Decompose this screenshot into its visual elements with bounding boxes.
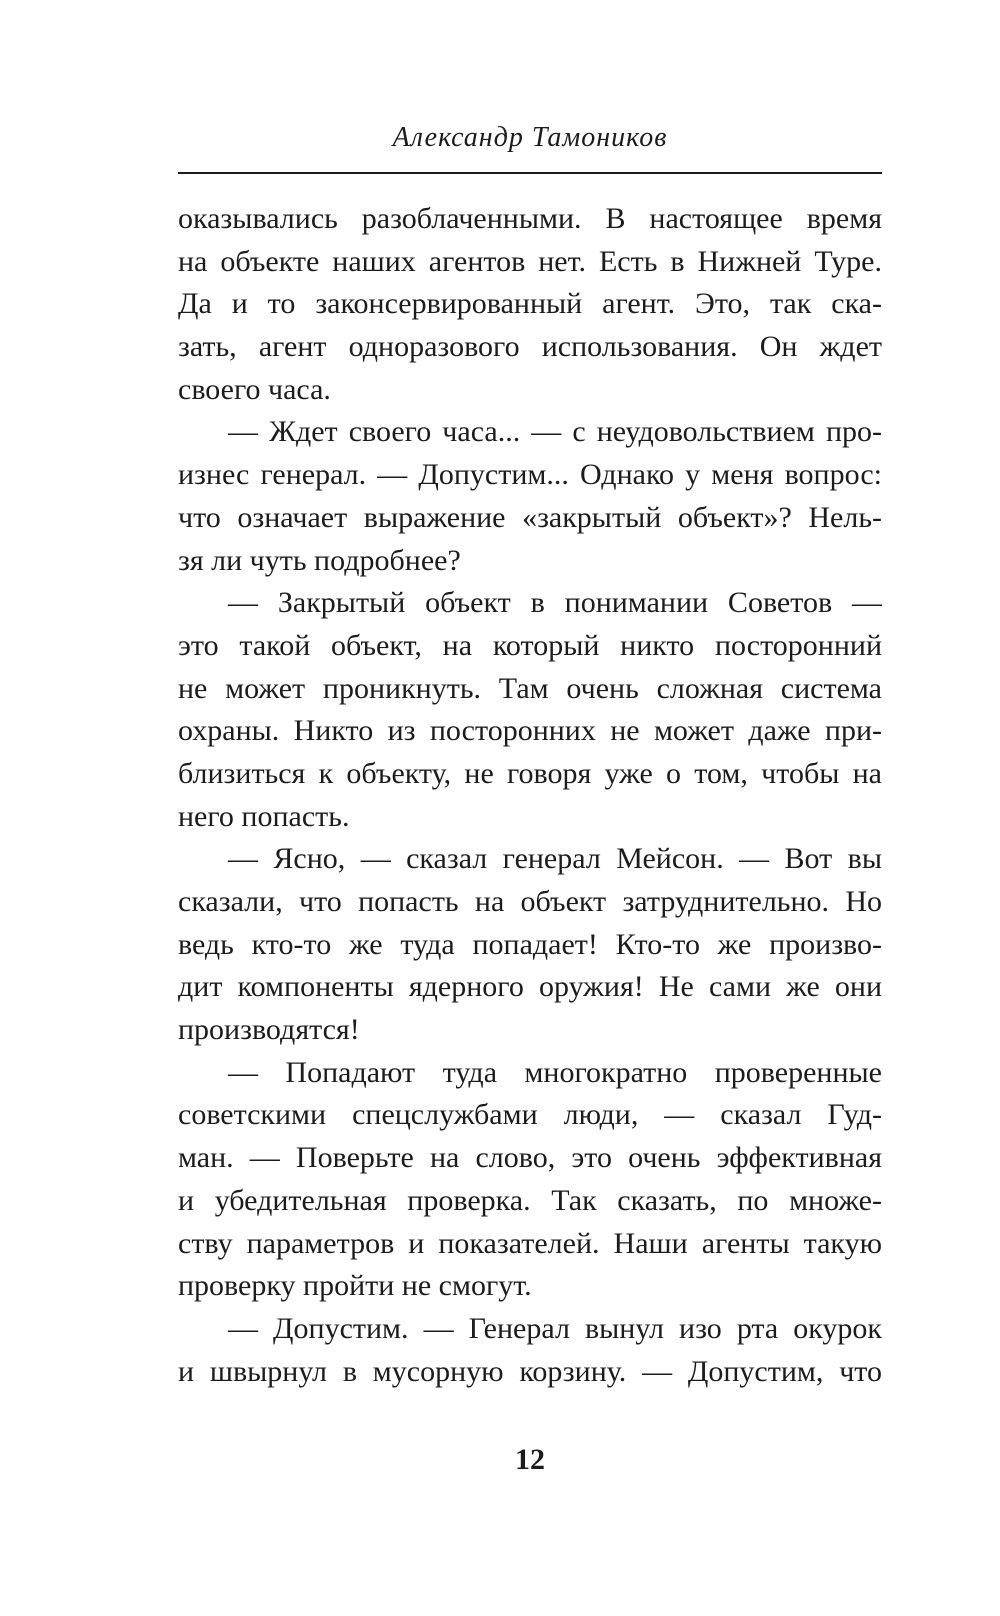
text-line: изнес генерал. — Допустим... Однако у меня вопрос: (178, 458, 882, 492)
text-line: оказывались разоблаченными. В настоящее время (178, 202, 882, 235)
text-line: производятся! (178, 1013, 360, 1047)
text-line: ству параметров и показателей. Наши агенты такую (178, 1226, 882, 1260)
text-line: — Ясно, — сказал генерал Мейсон. — Вот вы (228, 842, 882, 876)
text-line: зать, агент одноразового использования. Он ждет (178, 330, 882, 364)
text-line: сказали, что попасть на объект затруднительно. Но (178, 885, 882, 918)
running-head-author: Александр Тамоников (392, 122, 668, 153)
text-line: близиться к объекту, не говоря уже о том, чтобы на (178, 756, 882, 790)
text-line: — Закрытый объект в понимании Советов — (228, 586, 882, 620)
body-text (178, 198, 882, 1393)
text-line: ведь кто-то же туда попадает! Кто-то же произво- (178, 927, 882, 961)
header-divider (178, 172, 882, 174)
text-line: — Попадают туда многократно проверенные (228, 1055, 882, 1089)
text-line: — Допустим. — Генерал вынул изо рта окурок (228, 1311, 882, 1345)
text-line: зя ли чуть подробнее? (178, 543, 461, 577)
text-line: и швырнул в мусорную корзину. — Допустим, что (178, 1354, 882, 1388)
text-line: него попасть. (178, 799, 350, 833)
text-line: своего часа. (178, 372, 331, 406)
text-line: дит компоненты ядерного оружия! Не сами же они (178, 970, 882, 1004)
text-line: не может проникнуть. Там очень сложная система (178, 671, 882, 705)
page-number: 12 (515, 1443, 545, 1476)
text-line: — Ждет своего часа... — с неудовольствием про- (228, 415, 882, 449)
text-line: охраны. Никто из посторонних не может даже при- (178, 714, 882, 748)
text-line: советскими спецслужбами люди, — сказал Гуд- (178, 1098, 882, 1132)
text-line: на объекте наших агентов нет. Есть в Нижней Туре. (178, 244, 882, 278)
text-line: это такой объект, на который никто посторонний (178, 628, 882, 662)
text-line: проверку пройти не смогут. (178, 1269, 532, 1303)
text-line: и убедительная проверка. Так сказать, по множе- (178, 1183, 882, 1217)
text-line: Да и то законсервированный агент. Это, так ска- (178, 287, 882, 321)
text-line: ман. — Поверьте на слово, это очень эффективная (178, 1141, 882, 1175)
text-line: что означает выражение «закрытый объект»? Нель- (178, 500, 882, 534)
